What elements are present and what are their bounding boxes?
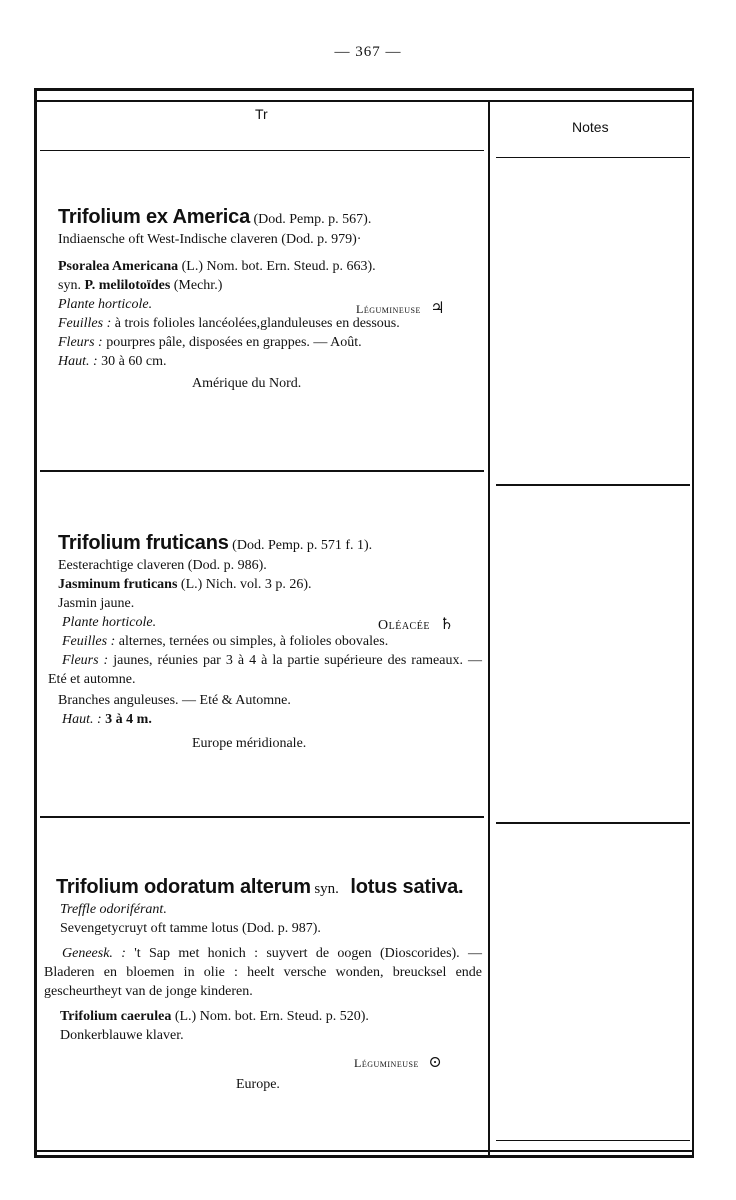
header-rule-left: [40, 150, 484, 151]
plante-label: Plante horticole.: [62, 615, 157, 630]
section-rule-1-right: [496, 484, 690, 486]
synonym-prefix: syn.: [58, 278, 81, 293]
bottom-rule-right: [496, 1140, 690, 1141]
haut-text: 30 à 60 cm.: [101, 354, 167, 369]
feuilles-text: à trois folioles lancéolées,glanduleuses en dessous.: [114, 316, 400, 331]
entry-title: Trifolium ex America: [58, 206, 250, 228]
synonym-name: Jasminum fruticans: [58, 577, 178, 592]
plante-label: Plante horticole.: [58, 297, 153, 312]
vernacular-line: Sevengetycruyt oft tamme lotus (Dod. p. 987).: [60, 921, 321, 936]
region: Europe méridionale.: [192, 736, 307, 751]
feuilles-text: alternes, ternées ou simples, à folioles obovales.: [118, 634, 389, 649]
fleurs-label: Fleurs :: [62, 653, 109, 668]
french-name: Treffle odoriférant.: [60, 902, 167, 917]
entry-title-ref: (Dod. Pemp. p. 567).: [253, 212, 372, 227]
family-label: Oléacée: [378, 618, 430, 633]
geneesk-label: Geneesk. :: [62, 946, 126, 961]
entry-trifolium-ex-america: [58, 204, 482, 393]
synonym-ref: (L.) Nich. vol. 3 p. 26).: [180, 577, 312, 592]
section-rule-2-right: [496, 822, 690, 824]
haut-text: 3 à 4 m.: [105, 712, 152, 727]
feuilles-label: Feuilles :: [58, 316, 112, 331]
title-alt-name: lotus sativa.: [350, 876, 464, 898]
vernacular-line: Indiaensche oft West-Indische claveren (Dod. p. 979)·: [58, 232, 362, 247]
geneesk-text: 't Sap met honich : suyvert de oogen (Dioscorides). — Bladeren en bloemen in olie : heelt versche wonden, breucksel ende gescheurtheyt van de jonge kinderen.: [44, 946, 483, 999]
entry-trifolium-odoratum-alterum: [44, 874, 482, 1094]
page-number: — 367 —: [334, 44, 402, 60]
synonym-ref: (L.) Nom. bot. Ern. Steud. p. 520).: [174, 1009, 369, 1024]
synonym-name: Trifolium caerulea: [60, 1009, 172, 1024]
fleurs-text: jaunes, réunies par 3 à 4 à la partie supérieure des rameaux. — Eté et automne.: [48, 653, 482, 687]
bottom-rule-2: [34, 1155, 694, 1158]
synonym-ref: (L.) Nom. bot. Ern. Steud. p. 663).: [181, 259, 376, 274]
column-header-notes: Notes: [572, 119, 609, 135]
region: Europe.: [236, 1077, 280, 1092]
entry-title: Trifolium fruticans: [58, 532, 229, 554]
vernacular-line: Eesterachtige claveren (Dod. p. 986).: [58, 558, 267, 573]
fleurs-label: Fleurs :: [58, 335, 103, 350]
common-name: Jasmin jaune.: [58, 596, 135, 611]
top-rule-2: [34, 100, 694, 102]
section-rule-2-left: [40, 816, 484, 818]
region: Amérique du Nord.: [192, 376, 302, 391]
family-label: Légumineuse: [356, 302, 421, 316]
haut-label: Haut. :: [62, 712, 102, 727]
haut-label: Haut. :: [58, 354, 98, 369]
feuilles-label: Feuilles :: [62, 634, 116, 649]
entry-trifolium-fruticans: [48, 530, 482, 753]
bottom-rule: [34, 1150, 694, 1152]
synonym-2-name: P. melilotoïdes: [84, 278, 171, 293]
column-header-left: Tr: [255, 106, 268, 122]
fleurs-text: pourpres pâle, disposées en grappes. — Août.: [106, 335, 362, 350]
synonym-2-ref: (Mechr.): [173, 278, 223, 293]
annual-symbol-icon: ⊙: [428, 1054, 442, 1071]
entry-title: Trifolium odoratum alterum: [56, 876, 311, 898]
column-divider: [488, 100, 490, 1156]
entry-title-ref: (Dod. Pemp. p. 571 f. 1).: [232, 538, 373, 553]
family-label: Légumineuse: [354, 1056, 419, 1070]
section-rule-1-left: [40, 470, 484, 472]
title-syn: syn.: [314, 881, 339, 897]
common-name: Donkerblauwe klaver.: [60, 1028, 184, 1043]
synonym-name: Psoralea Americana: [58, 259, 179, 274]
top-rule: [34, 88, 694, 91]
perennial-symbol-icon: ♃: [430, 300, 445, 317]
shrub-symbol-icon: ♄: [439, 616, 454, 633]
branches-text: Branches anguleuses. — Eté & Automne.: [58, 693, 291, 708]
header-rule-right: [496, 157, 690, 158]
